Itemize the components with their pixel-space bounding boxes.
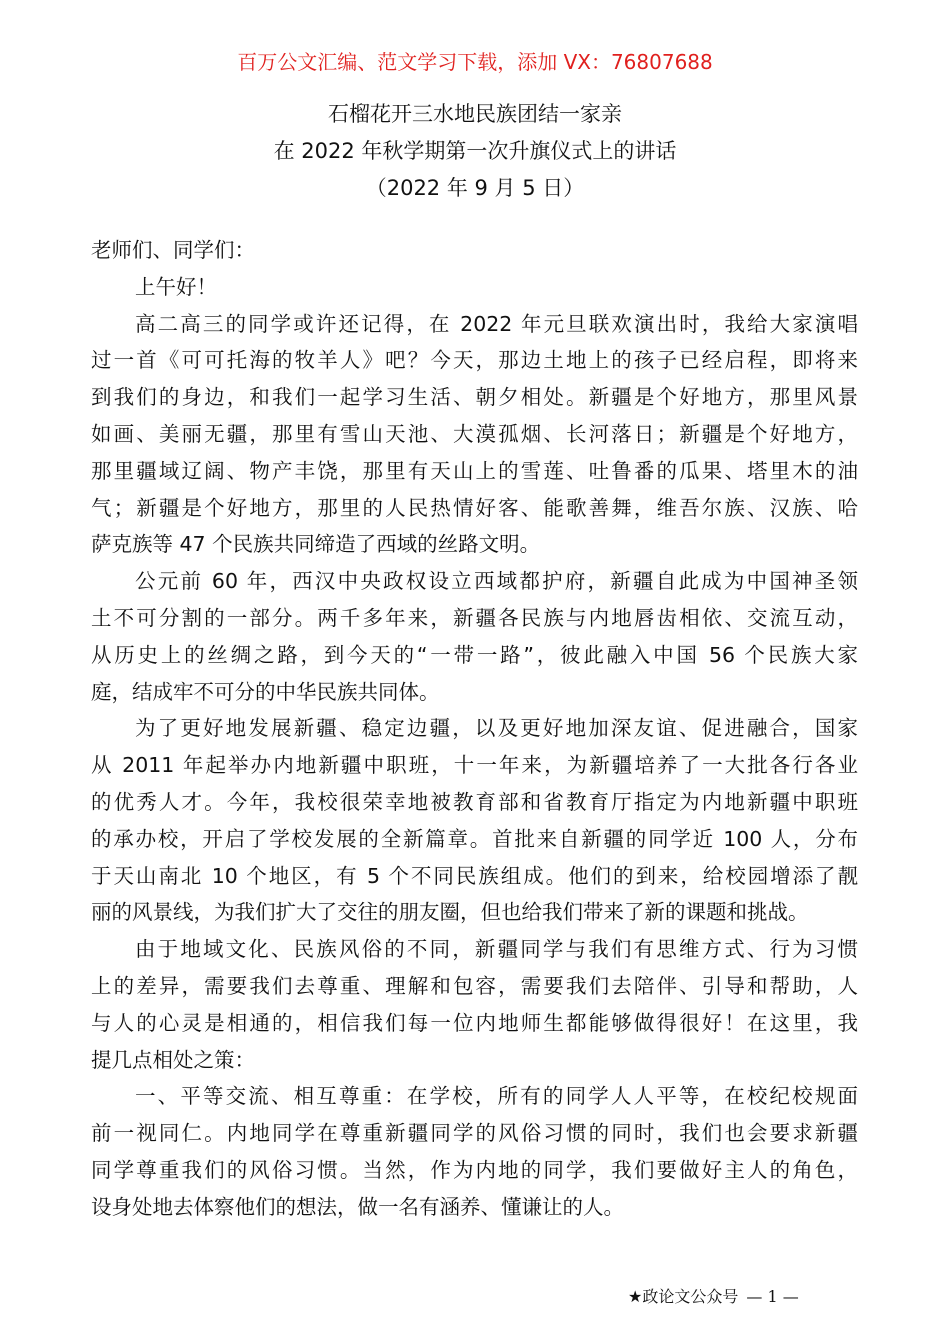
title-line-2: 在 2022 年秋学期第一次升旗仪式上的讲话 <box>273 139 677 163</box>
paragraph-line: 公元前 60 年，西汉中央政权设立西域都护府，新疆自此成为中国神圣领 <box>135 569 858 594</box>
page-footer <box>628 1284 799 1307</box>
paragraph-line: 于天山南北 10 个地区，有 5 个不同民族组成。他们的到来，给校园增添了靓 <box>91 863 858 888</box>
paragraph-line: 土不可分割的一部分。两千多年来，新疆各民族与内地唇齿相依、交流互动， <box>91 605 858 630</box>
paragraph-line: 从 2011 年起举办内地新疆中职班，十一年来，为新疆培养了一大批各行各业 <box>91 753 858 778</box>
page-number: — 1 — <box>746 1287 799 1306</box>
footer-source: ★政论文公众号 <box>628 1287 739 1306</box>
paragraph-line: 从历史上的丝绸之路，到今天的“一带一路”，彼此融入中国 56 个民族大家 <box>91 642 858 667</box>
paragraph-line: 气；新疆是个好地方，那里的人民热情好客、能歌善舞，维吾尔族、汉族、哈 <box>91 495 858 520</box>
paragraph-line: 上的差异，需要我们去尊重、理解和包容，需要我们去陪伴、引导和帮助，人 <box>91 973 858 998</box>
paragraph-line: 高二高三的同学或许还记得，在 2022 年元旦联欢演出时，我给大家演唱 <box>135 311 858 336</box>
paragraph-line: 那里疆域辽阔、物产丰饶，那里有天山上的雪莲、吐鲁番的瓜果、塔里木的油 <box>91 458 858 483</box>
paragraph-line: 的承办校，开启了学校发展的全新篇章。首批来自新疆的同学近 100 人，分布 <box>91 826 858 851</box>
title-date: （2022 年 9 月 5 日） <box>365 176 585 200</box>
paragraph-line: 到我们的身边，和我们一起学习生活、朝夕相处。新疆是个好地方，那里风景 <box>91 385 858 410</box>
paragraph-line: 设身处地去体察他们的想法，做一名有涵养、懂谦让的人。 <box>91 1194 624 1219</box>
paragraph-line: 的优秀人才。今年，我校很荣幸地被教育部和省教育厅指定为内地新疆中职班 <box>91 789 858 814</box>
paragraph-line: 庭，结成牢不可分的中华民族共同体。 <box>91 679 440 704</box>
paragraph-line: 老师们、同学们： <box>91 238 255 262</box>
document-body <box>91 232 858 1226</box>
paragraph-line: 前一视同仁。内地同学在尊重新疆同学的风俗习惯的同时，我们也会要求新疆 <box>91 1121 858 1146</box>
paragraph-line: 提几点相处之策： <box>91 1047 255 1072</box>
paragraph-line: 一、平等交流、相互尊重：在学校，所有的同学人人平等，在校纪校规面 <box>135 1084 858 1109</box>
paragraph-line: 与人的心灵是相通的，相信我们每一位内地师生都能够做得很好！在这里，我 <box>91 1010 858 1035</box>
paragraph-line: 如画、美丽无疆，那里有雪山天池、大漠孤烟、长河落日；新疆是个好地方， <box>91 421 858 446</box>
paragraph-line: 萨克族等 47 个民族共同缔造了西域的丝路文明。 <box>91 532 541 557</box>
paragraph-line: 上午好！ <box>135 274 217 299</box>
paragraph-line: 过一首《可可托海的牧羊人》吧？今天，那边土地上的孩子已经启程，即将来 <box>91 348 858 373</box>
paragraph-line: 同学尊重我们的风俗习惯。当然，作为内地的同学，我们要做好主人的角色， <box>91 1157 858 1182</box>
paragraph-line: 由于地域文化、民族风俗的不同，新疆同学与我们有思维方式、行为习惯 <box>135 937 858 962</box>
promo-banner: 百万公文汇编、范文学习下载，添加 VX：76807688 <box>237 50 713 74</box>
paragraph-line: 为了更好地发展新疆、稳定边疆，以及更好地加深友谊、促进融合，国家 <box>135 716 858 741</box>
paragraph-line: 丽的风景线，为我们扩大了交往的朋友圈，但也给我们带来了新的课题和挑战。 <box>91 900 809 925</box>
title-line-1: 石榴花开三水地民族团结一家亲 <box>328 102 622 126</box>
